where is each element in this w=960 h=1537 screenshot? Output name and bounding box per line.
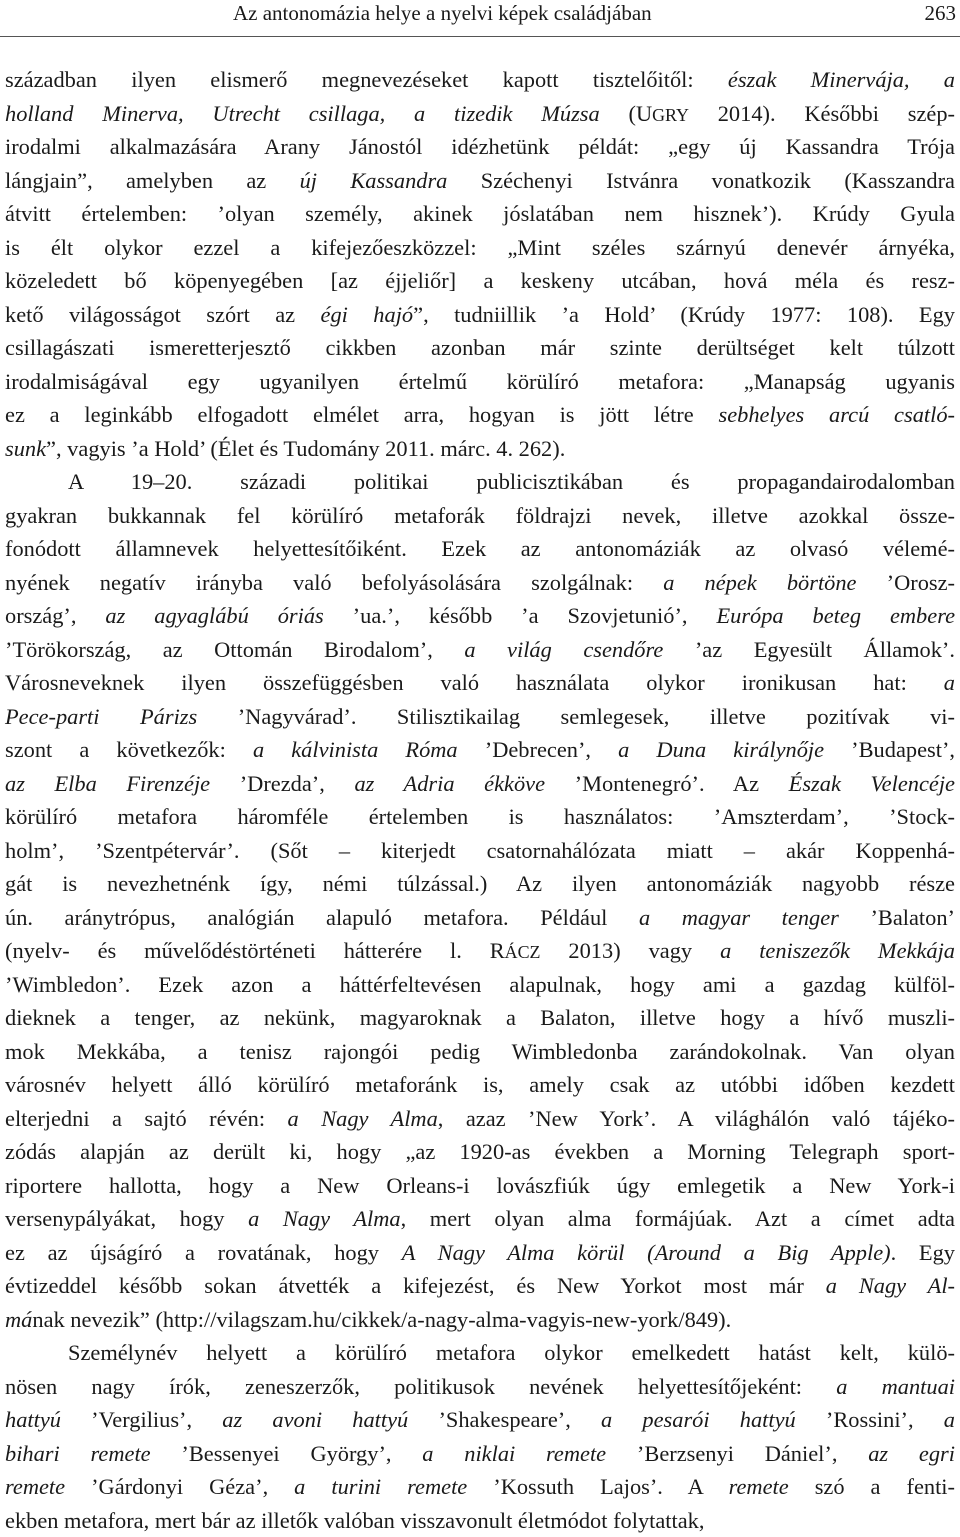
text-line bbox=[5, 532, 955, 566]
italic-span: Európa beteg embere bbox=[716, 603, 955, 628]
italic-span: Pece-parti Párizs bbox=[5, 704, 197, 729]
text-line bbox=[5, 1068, 955, 1102]
text-line bbox=[5, 264, 955, 298]
text-line bbox=[5, 633, 955, 667]
italic-span: a Nagy Alma bbox=[288, 1106, 438, 1131]
italic-span: a Nagy Al- bbox=[826, 1273, 955, 1298]
text-span: ’Shakespeare’, bbox=[408, 1407, 601, 1432]
italic-span: a teniszezők Mekkája bbox=[720, 938, 955, 963]
text-line bbox=[5, 867, 955, 901]
text-span: ’Orosz- bbox=[857, 570, 956, 595]
italic-span: a bbox=[944, 1407, 955, 1432]
text-span: nösen nagy írók, zeneszerzők, politikusok nevének helyettesítőjeként: bbox=[5, 1374, 836, 1399]
text-line bbox=[5, 1202, 955, 1236]
page-number: 263 bbox=[925, 1, 957, 26]
text-span: ’Vergilius’, bbox=[61, 1407, 222, 1432]
italic-span: a Duna királynője bbox=[618, 737, 824, 762]
text-span: irodalmi alkalmazására Arany Jánostól idézhetünk példát: „egy új Kassandra Trója bbox=[5, 134, 955, 159]
text-span: városnév helyett álló körülíró metaforánk is, amely csak az utóbbi időben kezdett bbox=[5, 1072, 955, 1097]
text-span: nak nevezik” (http://vilagszam.hu/cikkek/a-nagy-alma-vagyis-new-york/849). bbox=[32, 1307, 731, 1332]
text-span: mok Mekkába, a tenisz rajongói pedig Wimbledonba zarándokolnak. Van olyan bbox=[5, 1039, 955, 1064]
text-span: A 19–20. századi politikai publicisztikában és propagandairodalomban bbox=[68, 469, 955, 494]
text-line bbox=[5, 164, 955, 198]
text-line bbox=[5, 432, 955, 466]
italic-span: a magyar tenger bbox=[639, 905, 839, 930]
text-line bbox=[5, 398, 955, 432]
text-line bbox=[5, 934, 955, 968]
text-line bbox=[5, 63, 955, 97]
text-span: 2014). Későbbi szép- bbox=[689, 101, 955, 126]
text-line bbox=[5, 834, 955, 868]
italic-span: remete bbox=[5, 1474, 65, 1499]
text-span: ’Debrecen’, bbox=[458, 737, 618, 762]
text-span: ’Rossini’, bbox=[796, 1407, 944, 1432]
italic-span: új Kassandra bbox=[300, 168, 448, 193]
text-span: ’Montenegró’. Az bbox=[545, 771, 789, 796]
text-span: nyének negatív irányba való befolyásolására szolgálnak: bbox=[5, 570, 663, 595]
text-line bbox=[5, 365, 955, 399]
italic-span: a mantuai bbox=[836, 1374, 955, 1399]
italic-span: a népek börtöne bbox=[663, 570, 856, 595]
text-line bbox=[5, 1102, 955, 1136]
text-line bbox=[5, 1135, 955, 1169]
running-title: Az antonomázia helye a nyelvi képek családjában bbox=[233, 1, 652, 26]
text-span: ország’, bbox=[5, 603, 105, 628]
text-line bbox=[5, 700, 955, 734]
text-line bbox=[5, 733, 955, 767]
text-span: irodalmiságával egy ugyanilyen értelmű körülíró metafora: „Manapság ugyanis bbox=[5, 369, 955, 394]
text-span: ’Kossuth Lajos’. A bbox=[467, 1474, 728, 1499]
italic-span: a bbox=[944, 670, 955, 695]
italic-span: az avoni hattyú bbox=[222, 1407, 408, 1432]
italic-span: az Adria ékköve bbox=[354, 771, 545, 796]
text-span: dieknek a tenger, az nekünk, magyaroknak a Balaton, illetve hogy a hívő muszli- bbox=[5, 1005, 955, 1030]
text-span: holm’, ’Szentpétervár’. (Sőt – kiterjedt csatornahálózata miatt – akár Koppenhá- bbox=[5, 838, 955, 863]
text-span: gyakran bukkannak fel körülíró metaforák földrajzi nevek, illetve azokkal össze- bbox=[5, 503, 955, 528]
text-span: átvitt értelemben: ’olyan személy, akinek jóslatában nem hisznek’). Krúdy Gyula bbox=[5, 201, 955, 226]
text-span: csillagászati ismeretterjesztő cikkben azonban már szinte derültséget kelt túlzott bbox=[5, 335, 955, 360]
text-span: évtizeddel később sokan átvették a kifejezést, és New Yorkot most már bbox=[5, 1273, 826, 1298]
text-span: zódás alapján az derült ki, hogy „az 1920-as években a Morning Telegraph sport- bbox=[5, 1139, 955, 1164]
italic-span: a Nagy Alma bbox=[248, 1206, 401, 1231]
italic-span: bihari remete bbox=[5, 1441, 151, 1466]
italic-span: a kálvinista Róma bbox=[253, 737, 458, 762]
text-line bbox=[5, 1236, 955, 1270]
text-span: szó a fenti- bbox=[789, 1474, 955, 1499]
text-span: is élt olykor ezzel a kifejezőeszközzel: „Mint széles szárnyú denevér árnyéka, bbox=[5, 235, 955, 260]
text-span: (U bbox=[600, 101, 652, 126]
text-span: ’Balaton’ bbox=[839, 905, 955, 930]
text-span: ’Törökország, az Ottomán Birodalom’, bbox=[5, 637, 464, 662]
italic-span: sebhelyes arcú csatló- bbox=[718, 402, 955, 427]
text-line bbox=[5, 298, 955, 332]
text-line bbox=[5, 197, 955, 231]
text-span: ”, tudniillik ’a Hold’ (Krúdy 1977: 108). Egy bbox=[413, 302, 955, 327]
text-span: ”, vagyis ’a Hold’ (Élet és Tudomány 2011. márc. 4. 262). bbox=[46, 436, 565, 461]
text-line bbox=[5, 465, 955, 499]
text-span: Személynév helyett a körülíró metafora olykor emelkedett hatást kelt, külö- bbox=[68, 1340, 955, 1365]
text-line bbox=[5, 1437, 955, 1471]
text-span: ez a leginkább elfogadott elmélet arra, hogyan is jött létre bbox=[5, 402, 718, 427]
text-span: ’Bessenyei György’, bbox=[151, 1441, 423, 1466]
text-line bbox=[5, 800, 955, 834]
italic-span: A Nagy Alma körül (Around a Big Apple) bbox=[402, 1240, 891, 1265]
text-span: ’ua.’, később ’a Szovjetunió’, bbox=[324, 603, 717, 628]
text-span: ’az Egyesült Államok’. bbox=[663, 637, 955, 662]
italic-span: a niklai remete bbox=[422, 1441, 606, 1466]
italic-span: az Elba Firenzéje bbox=[5, 771, 210, 796]
text-line bbox=[5, 1336, 955, 1370]
text-span: 2013) vagy bbox=[540, 938, 720, 963]
text-span: elterjedni a sajtó révén: bbox=[5, 1106, 288, 1131]
text-span: kető világosságot szórt az bbox=[5, 302, 321, 327]
text-line bbox=[5, 130, 955, 164]
text-span: lángjain”, amelyben az bbox=[5, 168, 300, 193]
text-line bbox=[5, 499, 955, 533]
text-line bbox=[5, 599, 955, 633]
text-span: (nyelv- és művelődéstörténeti hátterére l. R bbox=[5, 938, 505, 963]
text-span: , azaz ’New York’. A világhálón való tájéko- bbox=[438, 1106, 955, 1131]
italic-span: holland Minerva, Utrecht csillaga, a tizedik Múzsa bbox=[5, 101, 600, 126]
running-head bbox=[0, 0, 960, 30]
text-span: körülíró metafora háromféle értelemben is használatos: ’Amszterdam’, ’Stock- bbox=[5, 804, 955, 829]
text-line bbox=[5, 666, 955, 700]
text-span: ún. aránytrópus, analógián alapuló metafora. Például bbox=[5, 905, 639, 930]
italic-span: az agyaglábú óriás bbox=[105, 603, 323, 628]
text-span: Széchenyi Istvánra vonatkozik (Kasszandra bbox=[447, 168, 955, 193]
text-line bbox=[5, 1504, 955, 1537]
text-line bbox=[5, 767, 955, 801]
text-span: riportere hallotta, hogy a New Orleans-i lovászfiúk úgy emlegetik a New York-i bbox=[5, 1173, 955, 1198]
text-span: versenypályákat, hogy bbox=[5, 1206, 248, 1231]
text-span: gát is nevezhetnénk így, némi túlzással.) Az ilyen antonomáziák nagyobb része bbox=[5, 871, 955, 896]
text-line bbox=[5, 1035, 955, 1069]
text-span: ’Gárdonyi Géza’, bbox=[65, 1474, 294, 1499]
text-span: Városneveknek ilyen összefüggésben való használata olykor ironikusan hat: bbox=[5, 670, 944, 695]
text-span: ’Drezda’, bbox=[210, 771, 354, 796]
header-rule bbox=[0, 36, 960, 37]
text-line bbox=[5, 1001, 955, 1035]
text-line bbox=[5, 1370, 955, 1404]
small-caps-span: GRY bbox=[652, 105, 689, 125]
text-span: ’Berzsenyi Dániel’, bbox=[606, 1441, 868, 1466]
text-line bbox=[5, 901, 955, 935]
text-line bbox=[5, 1403, 955, 1437]
text-line bbox=[5, 968, 955, 1002]
text-line bbox=[5, 566, 955, 600]
text-span: ekben metafora, mert bár az illetők valóban visszavonult életmódot folytattak, bbox=[5, 1508, 704, 1533]
text-span: . Egy bbox=[891, 1240, 955, 1265]
text-span: ’Budapest’, bbox=[824, 737, 955, 762]
text-span: fonódott államnevek helyettesítőiként. Ezek az antonomáziák az olvasó vélemé- bbox=[5, 536, 955, 561]
text-span: közeledett bő köpenyegében [az éjjeliőr] a keskeny utcában, hová méla és resz- bbox=[5, 268, 955, 293]
text-line bbox=[5, 1169, 955, 1203]
text-span: ez az újságíró a rovatának, hogy bbox=[5, 1240, 402, 1265]
text-span: században ilyen elismerő megnevezéseket kapott tisztelőitől: bbox=[5, 67, 728, 92]
text-line bbox=[5, 1269, 955, 1303]
text-span: ’Wimbledon’. Ezek azon a háttérfeltevésen alapulnak, hogy ami a gazdag külföl- bbox=[5, 972, 955, 997]
italic-span: észak Minervája, a bbox=[728, 67, 955, 92]
text-span: ’Nagyvárad’. Stilisztikailag semlegesek, illetve pozitívak vi- bbox=[197, 704, 955, 729]
italic-span: Észak Velencéje bbox=[789, 771, 955, 796]
italic-span: égi hajó bbox=[321, 302, 414, 327]
italic-span: az egri bbox=[868, 1441, 955, 1466]
text-line bbox=[5, 97, 955, 131]
italic-span: a turini remete bbox=[294, 1474, 467, 1499]
italic-span: a világ csendőre bbox=[464, 637, 663, 662]
text-line bbox=[5, 1470, 955, 1504]
italic-span: má bbox=[5, 1307, 32, 1332]
italic-span: a pesarói hattyú bbox=[601, 1407, 796, 1432]
italic-span: hattyú bbox=[5, 1407, 61, 1432]
text-line bbox=[5, 231, 955, 265]
body-text bbox=[5, 63, 955, 1537]
italic-span: remete bbox=[729, 1474, 789, 1499]
text-span: szont a következők: bbox=[5, 737, 253, 762]
text-span: , mert olyan alma formájúak. Azt a címet adta bbox=[401, 1206, 955, 1231]
italic-span: sunk bbox=[5, 436, 46, 461]
small-caps-span: ÁCZ bbox=[505, 942, 541, 962]
text-line bbox=[5, 1303, 955, 1337]
text-line bbox=[5, 331, 955, 365]
